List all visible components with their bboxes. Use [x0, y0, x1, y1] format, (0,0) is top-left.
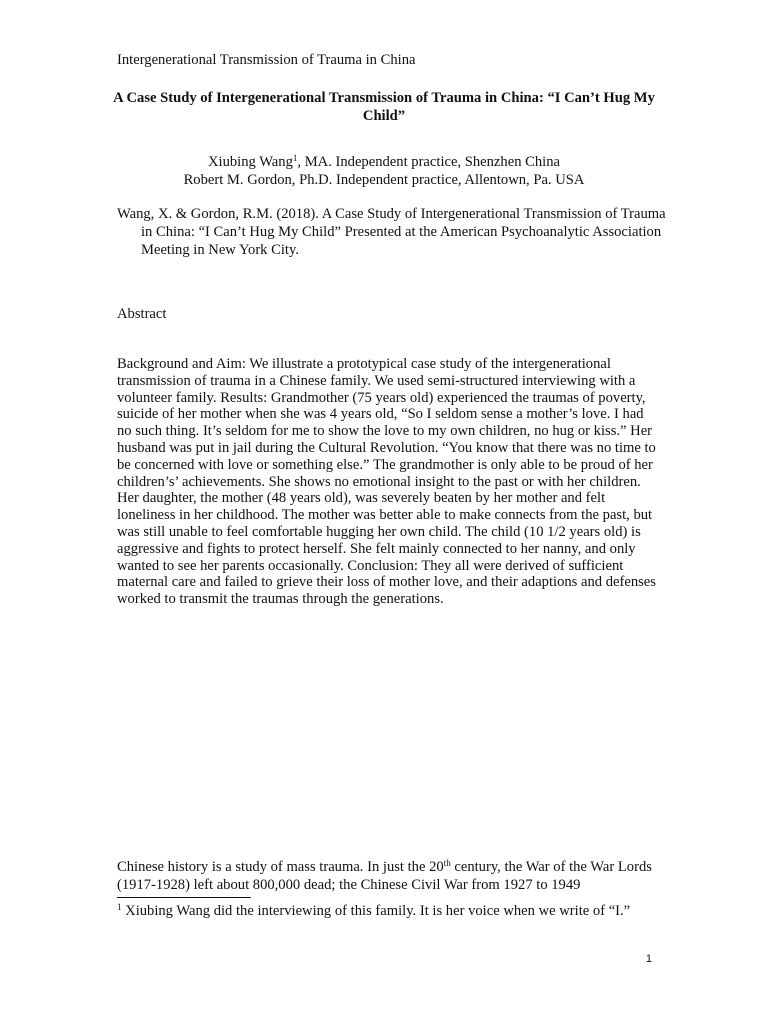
abstract-body: Background and Aim: We illustrate a prototypical case study of the intergenerational transmission of trauma in a Chinese family. We used semi-structured interviewing with a volunteer family. Results: Grandmother (75 years old) experienced the traumas of poverty, suicide of her mother when she was 4 years old, “So I seldom sense a mother’s love. I had no such thing. It’s seldom for me to show the love to my own children, no hug or kiss.” Her husband was put in jail during the Cultural Revolution. “You know that there was no time to be concerned with love or something else.” The grandmother is only able to be proud of her children’s’ achievements. She shows no emotional insight to the past or with her children. Her daughter, the mother (48 years old), was severely beaten by her mother and felt loneliness in her childhood. The mother was better able to make connects from the past, but was still unable to feel comfortable hugging her own child. The child (10 1/2 years old) is aggressive and fights to protect herself. She felt mainly connected to her nanny, and only wanted to see her parents occasionally. Conclusion: They all were derived of sufficient maternal care and failed to grieve their loss of mother love, and their adaptions and defenses worked to transmit the traumas through the generations. — [117, 356, 656, 608]
intro-paragraph — [117, 858, 657, 894]
footnote-mark: 1 — [117, 902, 122, 912]
intro-text-part2: century, the War of the War Lords (1917-1928) left about 800,000 dead; the Chinese Civil War from 1927 to 1949 — [117, 859, 652, 893]
page-number: 1 — [645, 953, 652, 965]
abstract-heading: Abstract — [117, 306, 167, 322]
ordinal-superscript: th — [443, 858, 451, 868]
author-line-2: Robert M. Gordon, Ph.D. Independent practice, Allentown, Pa. USA — [183, 172, 585, 188]
author-block — [110, 154, 658, 190]
citation: Wang, X. & Gordon, R.M. (2018). A Case Study of Intergenerational Transmission of Trauma in China: “I Can’t Hug My Child” Presented at the American Psychoanalytic Association Meeting in New York City. — [117, 206, 666, 258]
footnote-divider — [117, 897, 251, 898]
footnote — [117, 903, 653, 920]
paper-title: A Case Study of Intergenerational Transmission of Trauma in China: “I Can’t Hug My Child” — [113, 90, 655, 124]
author-affiliation: , MA. Independent practice, Shenzhen China — [297, 154, 560, 170]
footnote-text: Xiubing Wang did the interviewing of this family. It is her voice when we write of “I.” — [121, 903, 631, 919]
author-name: Xiubing Wang — [207, 154, 293, 170]
footnote-mark: 1 — [292, 153, 298, 163]
running-head: Intergenerational Transmission of Trauma in China — [117, 52, 416, 68]
author-line-1 — [110, 154, 658, 172]
intro-text-part1: Chinese history is a study of mass trauma. In just the 20 — [117, 859, 444, 875]
